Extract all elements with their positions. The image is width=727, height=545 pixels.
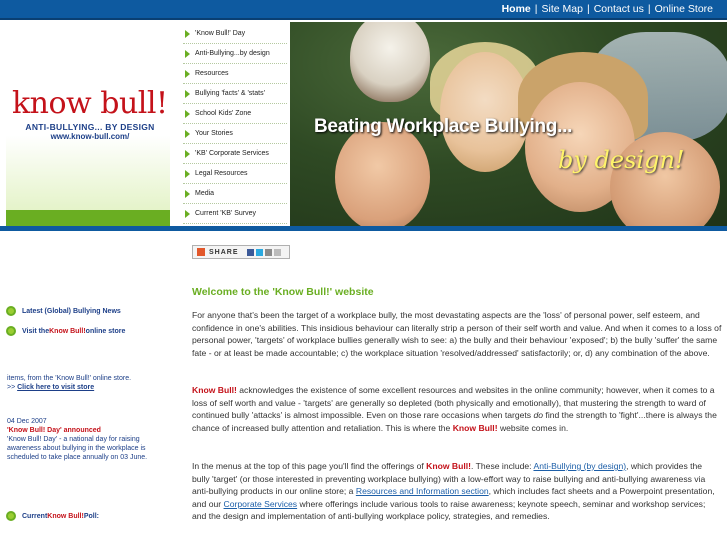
nav-contact-link[interactable]: Contact us	[593, 3, 644, 15]
brand-name: Know Bull!	[426, 461, 472, 471]
menu-item-current-survey[interactable]	[183, 204, 287, 224]
menu-item-legal-resources[interactable]	[183, 164, 287, 184]
paragraph-text: In the menus at the top of this page you'll find the offerings of	[192, 461, 427, 471]
sidebar-store-prefix: Visit the	[22, 327, 50, 335]
menu-item-label: Bullying 'facts' & 'stats'	[195, 90, 265, 97]
share-plus-icon	[197, 248, 205, 256]
paragraph-text: . These include:	[471, 461, 534, 471]
hero-title: Beating Workplace Bullying...	[314, 116, 573, 137]
arrow-right-icon	[185, 110, 190, 118]
brand-name: Know Bull!	[192, 385, 237, 395]
arrow-right-icon	[185, 190, 190, 198]
arrow-right-icon	[185, 130, 190, 138]
intro-paragraph: For anyone that's been the target of a workplace bully, the most devastating aspects are the 'loss' of personal power, self esteem, and confidence in one's abilities. This insidious behaviour can literally strip a person of their self worth and value. And when it comes to a loss of personal power, 'targets' of workplace bullies generally wish to see: a) the bully and their behaviour 'exposed'; b) the bully 'suffer' the same fate - or at least be made accountable; c) the workplace situation 'resolved/addressed' satisfactorily; or, d) any combination of the above.	[192, 310, 722, 358]
menu-item-label: School Kids' Zone	[195, 110, 252, 117]
nav-separator: |	[534, 3, 538, 15]
menu-item-label: Your Stories	[195, 130, 233, 137]
bullet-circle-icon	[6, 511, 16, 521]
resources-link[interactable]: Resources and Information section	[355, 486, 489, 497]
sidebar-poll-heading[interactable]	[6, 511, 99, 521]
menu-item-media[interactable]	[183, 184, 287, 204]
arrow-right-icon	[185, 170, 190, 178]
sidebar-store-link[interactable]	[6, 326, 125, 336]
brand-paragraph	[192, 384, 722, 434]
brand-name: Know Bull!	[452, 422, 498, 433]
sidebar-store-suffix: online store	[85, 327, 126, 335]
menu-item-label: Current 'KB' Survey	[195, 210, 257, 217]
arrow-right-icon	[185, 30, 190, 38]
logo-tagline: ANTI-BULLYING... BY DESIGN	[25, 122, 155, 132]
arrow-right-icon	[185, 50, 190, 58]
sidebar-items-text: items, from the 'Know Bull!' online store.	[7, 375, 132, 382]
menu-item-label: Resources	[195, 70, 229, 77]
menu-item-facts-stats[interactable]	[183, 84, 287, 104]
bullet-circle-icon	[6, 306, 16, 316]
menu-item-label: 'KB' Corporate Services	[195, 150, 269, 157]
email-icon	[265, 249, 272, 256]
paragraph-text: where offerings include various tools to raise awareness; keynote speech, seminar and workshop services; and the design and implementation of anti-bullying workplace policy, strategies, and remedies.	[192, 498, 706, 522]
arrow-right-icon	[185, 90, 190, 98]
menu-item-label: 'Know Bull!' Day	[195, 30, 246, 37]
poll-suffix: Poll:	[83, 512, 100, 520]
main-menu	[183, 24, 287, 224]
logo-accent-bar	[6, 210, 170, 226]
anti-bullying-link[interactable]: Anti-Bullying (by design)	[533, 461, 627, 471]
menu-item-anti-bullying[interactable]	[183, 44, 287, 64]
hero-subtitle: by design!	[558, 146, 685, 174]
logo-url: www.know-bull.com/	[50, 132, 130, 141]
hero-banner-image	[290, 22, 727, 226]
top-nav-bar	[0, 0, 727, 20]
more-icon	[274, 249, 281, 256]
menu-item-label: Legal Resources	[195, 170, 248, 177]
offerings-paragraph	[192, 460, 722, 523]
hero-shape	[440, 52, 530, 172]
paragraph-text: website comes in.	[497, 422, 569, 433]
menu-item-know-bull-day[interactable]	[183, 24, 287, 44]
sidebar-news-link[interactable]	[6, 306, 121, 316]
facebook-icon	[247, 249, 254, 256]
poll-prefix: Current	[22, 512, 48, 520]
sidebar-cta-prefix: >>	[7, 384, 18, 391]
page-title: Welcome to the 'Know Bull!' website	[192, 286, 374, 298]
paragraph-text: , which includes fact sheets and a Powerpoint presentation, and our	[192, 486, 715, 509]
nav-separator: |	[586, 3, 590, 15]
poll-brand: Know Bull!	[47, 512, 84, 520]
menu-item-school-kids-zone[interactable]	[183, 104, 287, 124]
announcement-body: 'Know Bull! Day' - a national day for raising awareness about bullying in the workplace is scheduled to take place annually on 03 June.	[7, 436, 148, 461]
sidebar-announcement	[7, 417, 172, 462]
menu-item-resources[interactable]	[183, 64, 287, 84]
emphasis-text: do	[533, 410, 544, 421]
nav-store-link[interactable]: Online Store	[654, 3, 713, 15]
bullet-circle-icon	[6, 326, 16, 336]
share-label: SHARE	[209, 248, 239, 256]
hero-dog-shape	[350, 22, 430, 102]
nav-separator: |	[647, 3, 651, 15]
arrow-right-icon	[185, 210, 190, 218]
arrow-right-icon	[185, 70, 190, 78]
top-nav-links	[502, 3, 713, 15]
paragraph-text: , which provides the bully 'target' (or those interested in preventing workplace bullying) with a low-effort way to raise bullying and anti-bullying awareness via anti-bullying products in our online store; a	[192, 461, 706, 497]
sidebar-store-cta	[7, 383, 172, 392]
arrow-right-icon	[185, 150, 190, 158]
menu-item-label: Media	[195, 190, 215, 197]
visit-store-link[interactable]: Click here to visit store	[17, 384, 95, 391]
menu-item-label: Anti-Bullying...by design	[195, 50, 270, 57]
sidebar-store-blurb	[7, 374, 172, 392]
nav-sitemap-link[interactable]: Site Map	[541, 3, 583, 15]
header-divider	[0, 226, 727, 231]
twitter-icon	[256, 249, 263, 256]
announcement-title[interactable]: 'Know Bull! Day' announced	[7, 427, 101, 434]
menu-item-your-stories[interactable]	[183, 124, 287, 144]
nav-home-link[interactable]: Home	[501, 3, 531, 15]
menu-item-corporate-services[interactable]	[183, 144, 287, 164]
paragraph-text: find the strength to 'fight'...there is always the chance of increased bully attention and retaliation. This is where the	[192, 410, 717, 433]
paragraph-text: acknowledges the existence of some excellent resources and websites in the online community; however, when it comes to a loss of self worth and value - 'targets' are generally so depleted (both physically and emotionally), that mustering the strength to ward of continued bully 'attacks' is almost impossible. Even on those rare occasions when targets	[192, 385, 715, 421]
sidebar-news-label: Latest (Global) Bullying News	[22, 307, 121, 315]
site-logo-text[interactable]: know bull!	[12, 86, 168, 121]
announcement-date: 04 Dec 2007	[7, 418, 47, 425]
share-button[interactable]	[192, 245, 290, 259]
corporate-services-link[interactable]: Corporate Services	[223, 498, 298, 509]
sidebar-store-brand: Know Bull!	[49, 327, 86, 335]
